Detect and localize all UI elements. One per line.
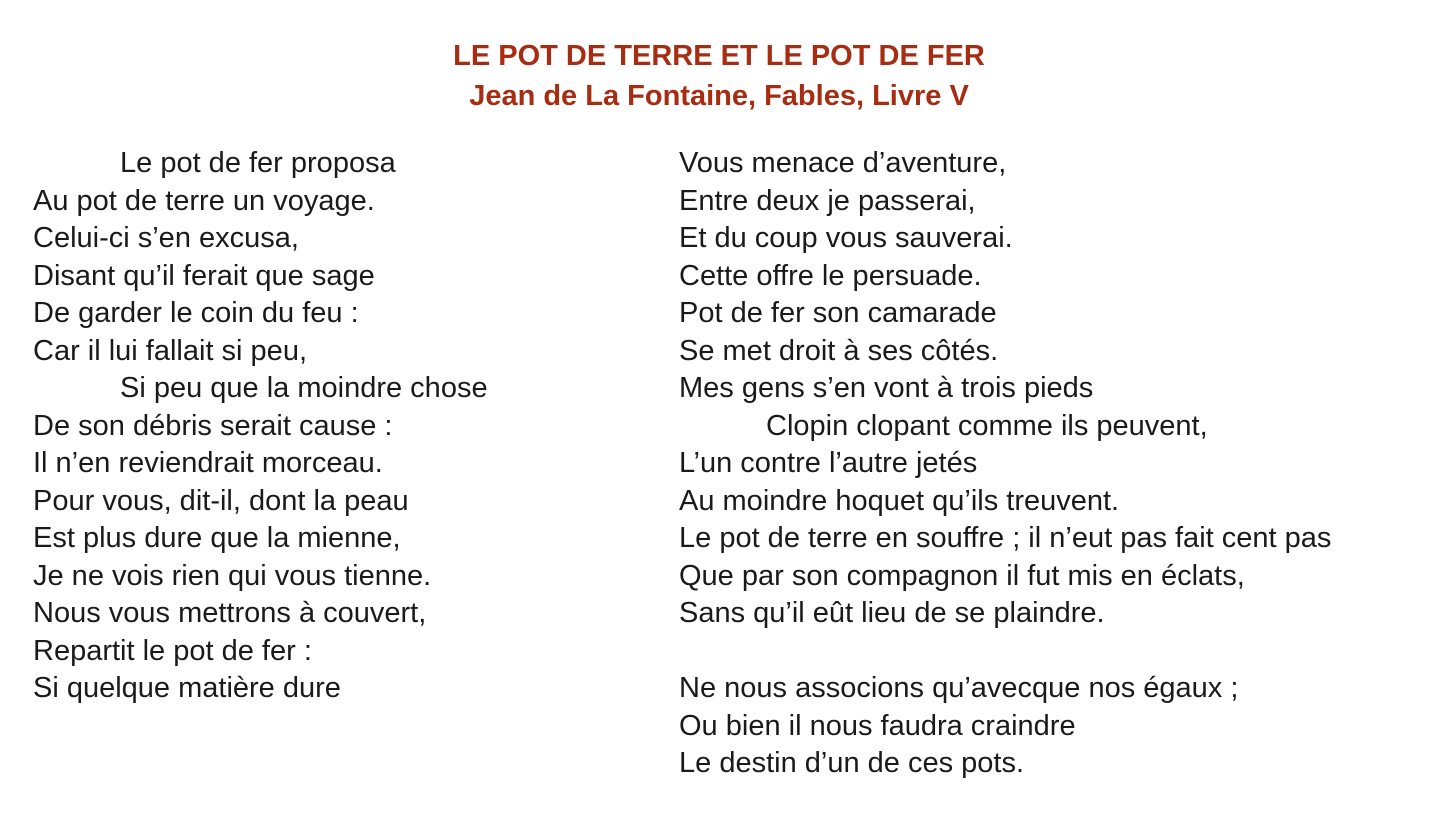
poem-line: Est plus dure que la mienne, — [33, 522, 401, 554]
poem-line: De garder le coin du feu : — [33, 297, 359, 329]
poem-line: Repartit le pot de fer : — [33, 634, 312, 667]
poem-line: Je ne vois rien qui vous tienne. — [33, 559, 432, 592]
page-header — [0, 36, 1438, 116]
poem-line: Sans qu’il eût lieu de se plaindre. — [679, 597, 1105, 629]
poem-line: Et du coup vous sauverai. — [679, 222, 1013, 254]
page-subtitle: Jean de La Fontaine, Fables, Livre V — [469, 80, 969, 112]
poem-line: Disant qu’il ferait que sage — [33, 259, 375, 292]
poem-line: Ou bien il nous faudra craindre — [679, 709, 1076, 742]
poem-line: Si quelque matière dure — [33, 672, 341, 704]
poem-line: Celui-ci s’en excusa, — [33, 222, 299, 254]
poem-line: Mes gens s’en vont à trois pieds — [679, 372, 1094, 404]
poem-line: Pour vous, dit-il, dont la peau — [33, 484, 409, 517]
poem-line: Le pot de fer proposa — [120, 147, 396, 179]
poem-line: Clopin clopant comme ils peuvent, — [766, 409, 1208, 442]
stanza-break — [679, 633, 1331, 671]
poem-line: Ne nous associons qu’avecque nos égaux ; — [679, 672, 1239, 704]
poem-column-right — [679, 145, 1331, 783]
poem-line: Au moindre hoquet qu’ils treuvent. — [679, 484, 1120, 517]
poem-column-left — [33, 145, 488, 708]
poem-line: Il n’en reviendrait morceau. — [33, 447, 383, 479]
poem-line: Car il lui fallait si peu, — [33, 334, 307, 367]
poem-line: Le pot de terre en souffre ; il n’eut pas fait cent pas — [679, 522, 1332, 554]
poem-line: Entre deux je passerai, — [679, 184, 976, 217]
poem-line: Si peu que la moindre chose — [120, 372, 488, 404]
poem-line: L’un contre l’autre jetés — [679, 447, 978, 479]
poem-line: De son débris serait cause : — [33, 409, 393, 442]
poem-line: Au pot de terre un voyage. — [33, 184, 375, 217]
poem-line: Vous menace d’aventure, — [679, 147, 1007, 179]
poem-line: Cette offre le persuade. — [679, 259, 982, 292]
poem-line: Nous vous mettrons à couvert, — [33, 597, 427, 629]
poem-line: Le destin d’un de ces pots. — [679, 747, 1025, 779]
poem-line: Pot de fer son camarade — [679, 297, 997, 329]
page-title: LE POT DE TERRE ET LE POT DE FER — [453, 40, 985, 72]
poem-line: Se met droit à ses côtés. — [679, 334, 999, 367]
poem-line: Que par son compagnon il fut mis en éclats, — [679, 559, 1245, 592]
